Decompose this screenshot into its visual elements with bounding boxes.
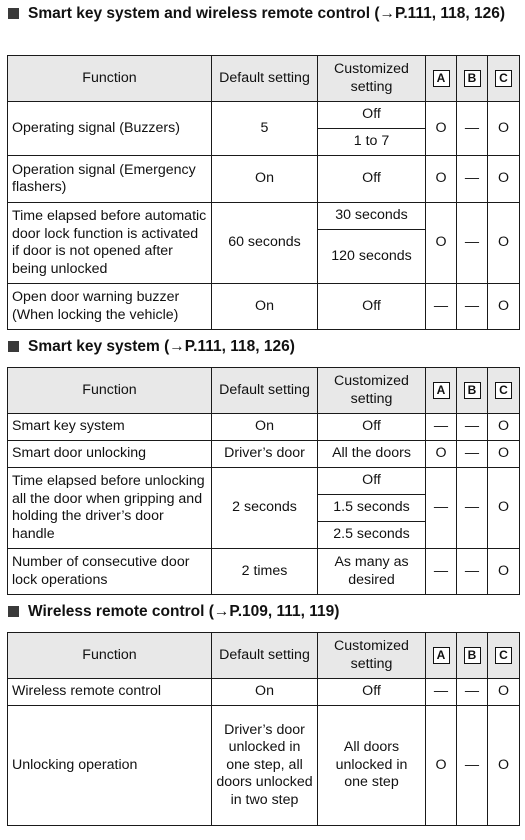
custom-cell: As many as desired — [318, 549, 426, 595]
a-cell: — — [426, 284, 457, 330]
settings-table-wireless-remote — [7, 632, 520, 826]
default-cell: 60 seconds — [212, 203, 318, 284]
section-heading-wireless-remote — [6, 602, 516, 622]
header-c-box: C — [495, 70, 512, 87]
table-row — [8, 441, 520, 468]
table-row — [8, 679, 520, 706]
custom-cell: 30 seconds — [318, 203, 426, 230]
header-a-box: A — [433, 647, 450, 664]
section-heading-smart-key — [6, 337, 516, 357]
c-cell: O — [488, 156, 520, 203]
default-cell: Driver’s door — [212, 441, 318, 468]
section-title: Wireless remote control (→P.109, 111, 119) — [28, 603, 340, 620]
table-row — [8, 414, 520, 441]
header-function: Function — [8, 633, 212, 679]
default-cell: On — [212, 156, 318, 203]
custom-cell: 1.5 seconds — [318, 495, 426, 522]
a-cell: O — [426, 441, 457, 468]
a-cell: O — [426, 706, 457, 826]
header-c-box: C — [495, 647, 512, 664]
header-c-box: C — [495, 382, 512, 399]
header-function: Function — [8, 368, 212, 414]
a-cell: — — [426, 679, 457, 706]
custom-cell: Off — [318, 679, 426, 706]
c-cell: O — [488, 203, 520, 284]
header-b-box: B — [464, 70, 481, 87]
square-bullet-icon — [8, 341, 19, 352]
b-cell: — — [457, 441, 488, 468]
a-cell: — — [426, 468, 457, 549]
function-cell: Operating signal (Buzzers) — [8, 102, 212, 156]
default-cell: 2 seconds — [212, 468, 318, 549]
b-cell: — — [457, 102, 488, 156]
c-cell: O — [488, 706, 520, 826]
custom-cell: 1 to 7 — [318, 129, 426, 156]
default-cell: 2 times — [212, 549, 318, 595]
custom-cell: Off — [318, 102, 426, 129]
custom-cell: All doors unlocked in one step — [318, 706, 426, 826]
header-a-box: A — [433, 70, 450, 87]
square-bullet-icon — [8, 606, 19, 617]
function-cell: Smart key system — [8, 414, 212, 441]
default-cell: 5 — [212, 102, 318, 156]
custom-cell: Off — [318, 284, 426, 330]
default-cell: On — [212, 414, 318, 441]
c-cell: O — [488, 414, 520, 441]
c-cell: O — [488, 468, 520, 549]
function-cell: Time elapsed before automatic door lock function is activated if door is not opened after being unlocked — [8, 203, 212, 284]
table-row — [8, 706, 520, 826]
c-cell: O — [488, 284, 520, 330]
default-cell: On — [212, 679, 318, 706]
header-default-setting: Default setting — [212, 633, 318, 679]
a-cell: O — [426, 156, 457, 203]
custom-cell: All the doors — [318, 441, 426, 468]
b-cell: — — [457, 284, 488, 330]
square-bullet-icon — [8, 8, 19, 19]
function-cell: Open door warning buzzer (When locking the vehicle) — [8, 284, 212, 330]
b-cell: — — [457, 679, 488, 706]
custom-cell: Off — [318, 414, 426, 441]
a-cell: — — [426, 414, 457, 441]
b-cell: — — [457, 468, 488, 549]
function-cell: Unlocking operation — [8, 706, 212, 826]
table-row — [8, 203, 520, 230]
function-cell: Operation signal (Emergency flashers) — [8, 156, 212, 203]
header-b-box: B — [464, 382, 481, 399]
section-title: Smart key system (→P.111, 118, 126) — [28, 338, 295, 355]
function-cell: Smart door unlocking — [8, 441, 212, 468]
header-customized-setting: Customized setting — [318, 56, 426, 102]
custom-cell: Off — [318, 156, 426, 203]
settings-table-smart-key — [7, 367, 520, 595]
function-cell: Wireless remote control — [8, 679, 212, 706]
c-cell: O — [488, 679, 520, 706]
a-cell: O — [426, 102, 457, 156]
c-cell: O — [488, 441, 520, 468]
a-cell: O — [426, 203, 457, 284]
b-cell: — — [457, 706, 488, 826]
custom-cell: 2.5 seconds — [318, 522, 426, 549]
table-row — [8, 102, 520, 129]
header-b-box: B — [464, 647, 481, 664]
header-customized-setting: Customized setting — [318, 633, 426, 679]
c-cell: O — [488, 102, 520, 156]
default-cell: Driver’s door unlocked in one step, all doors unlocked in two step — [212, 706, 318, 826]
function-cell: Number of consecutive door lock operations — [8, 549, 212, 595]
header-default-setting: Default setting — [212, 56, 318, 102]
b-cell: — — [457, 549, 488, 595]
table-row — [8, 549, 520, 595]
header-a-box: A — [433, 382, 450, 399]
b-cell: — — [457, 156, 488, 203]
b-cell: — — [457, 414, 488, 441]
a-cell: — — [426, 549, 457, 595]
b-cell: — — [457, 203, 488, 284]
header-function: Function — [8, 56, 212, 102]
section-title: Smart key system and wireless remote control (→P.111, 118, 126) — [28, 5, 506, 22]
settings-table-smart-key-and-remote — [7, 55, 520, 330]
header-default-setting: Default setting — [212, 368, 318, 414]
table-row — [8, 284, 520, 330]
table-row — [8, 468, 520, 495]
function-cell: Time elapsed before unlocking all the door when gripping and holding the driver’s door handle — [8, 468, 212, 549]
table-row — [8, 156, 520, 203]
section-heading-smart-key-and-remote — [6, 4, 516, 24]
default-cell: On — [212, 284, 318, 330]
header-customized-setting: Customized setting — [318, 368, 426, 414]
custom-cell: Off — [318, 468, 426, 495]
custom-cell: 120 seconds — [318, 230, 426, 284]
c-cell: O — [488, 549, 520, 595]
